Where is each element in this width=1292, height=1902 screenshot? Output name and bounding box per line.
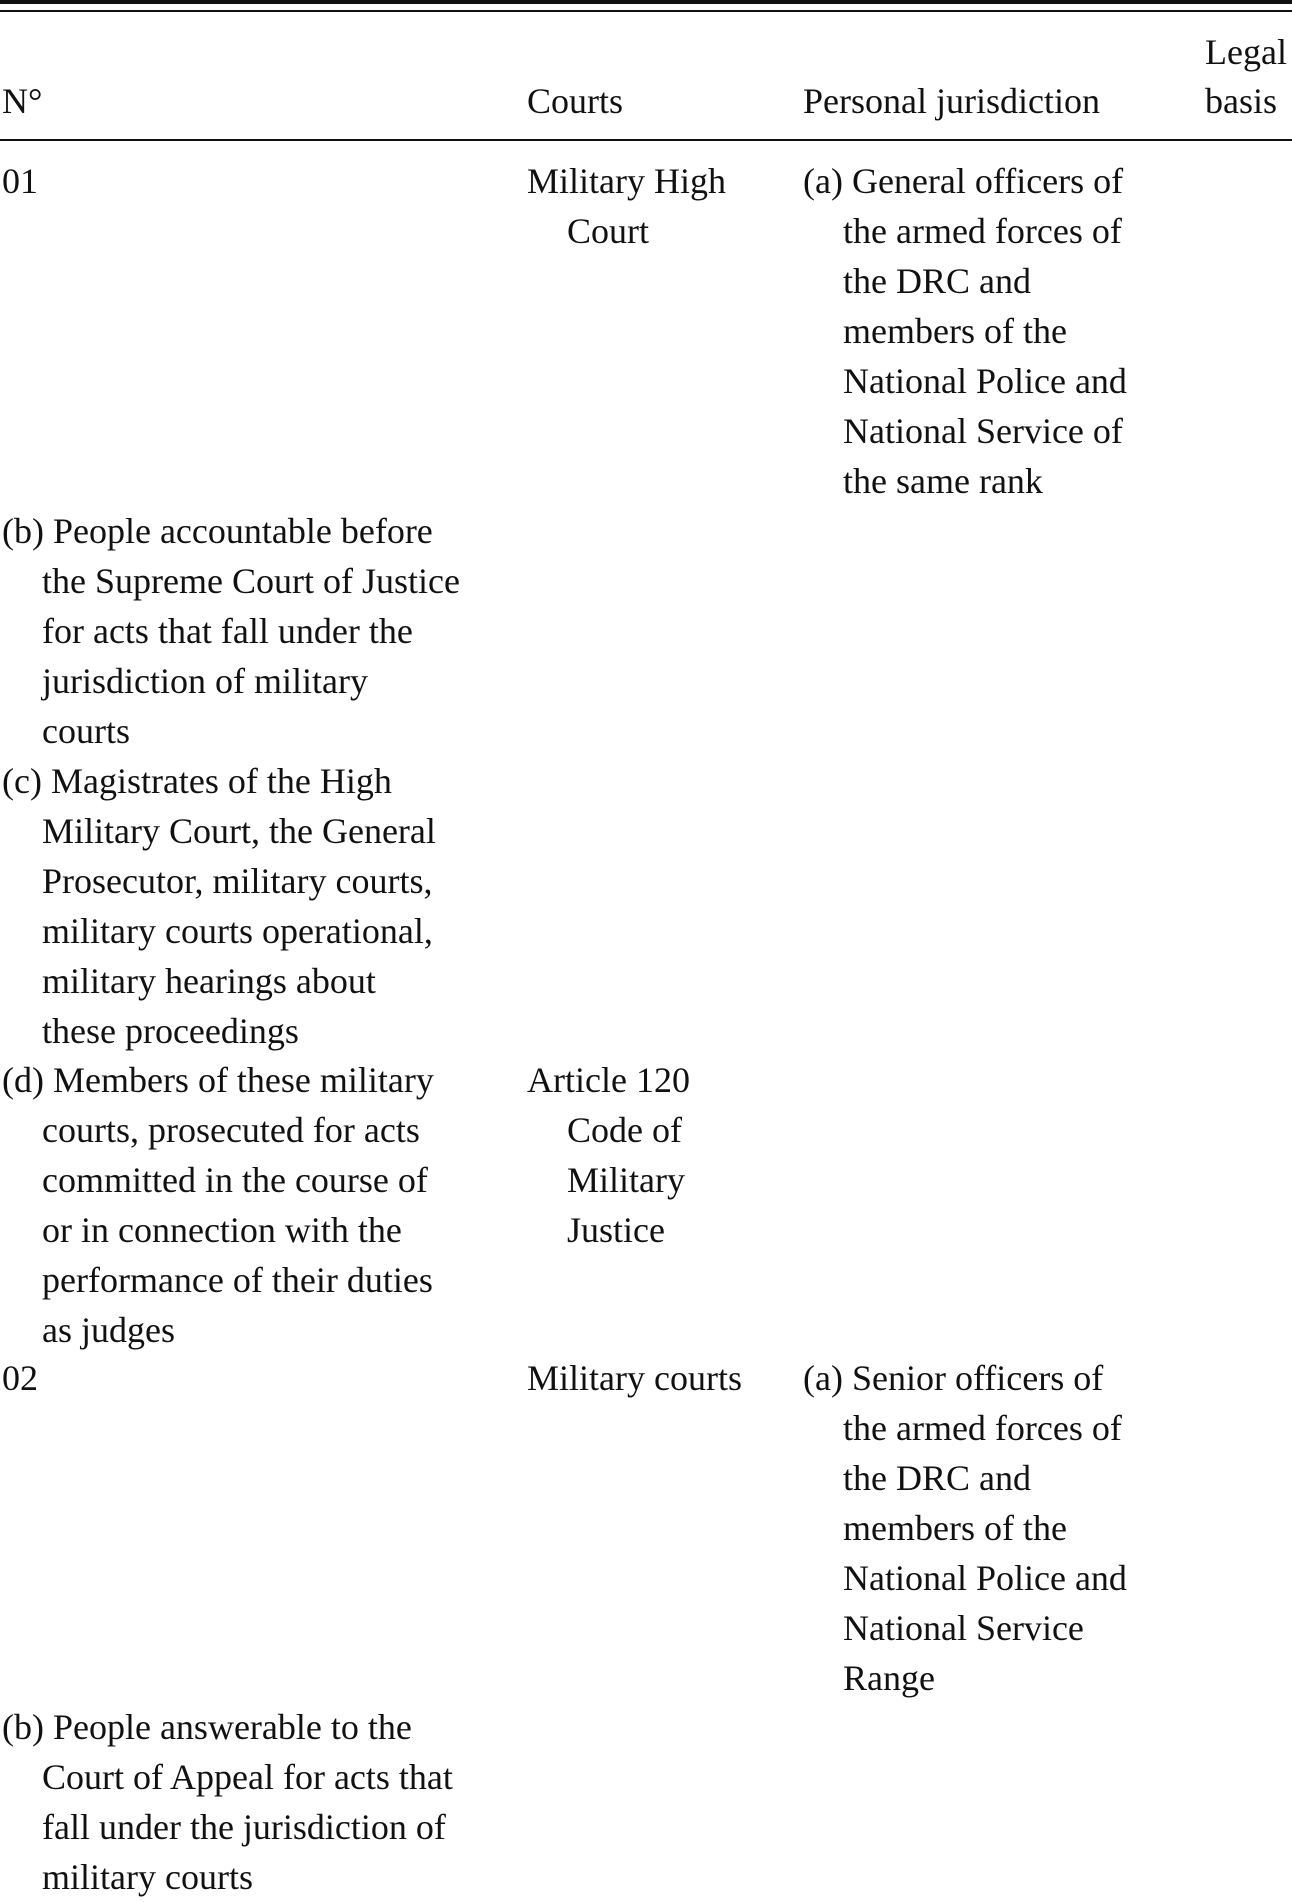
header-number: N° <box>2 81 43 121</box>
text-line: (b) People accountable before <box>2 511 433 551</box>
text-line: committed in the course of <box>42 1160 428 1200</box>
text-line: courts, prosecuted for acts <box>42 1110 420 1150</box>
header-courts: Courts <box>527 81 624 121</box>
text-line: performance of their duties <box>42 1260 433 1300</box>
text-line: Military Court, the General <box>42 811 436 851</box>
jurisdiction-item-d-members <box>2 1055 434 1355</box>
jurisdiction-item-b-court-of-appeal <box>2 1702 453 1902</box>
text-line: (a) General officers of <box>803 161 1124 201</box>
text-line: for acts that fall under the <box>42 611 413 651</box>
row-number-01: 01 <box>2 161 38 201</box>
text-line: National Service of <box>843 411 1123 451</box>
text-line: military hearings about <box>42 961 376 1001</box>
top-rule-thin <box>0 10 1292 12</box>
text-line: Range <box>843 1658 935 1698</box>
text-line: members of the <box>843 311 1067 351</box>
text-line: military courts operational, <box>42 911 433 951</box>
text-line: members of the <box>843 1508 1067 1548</box>
jurisdiction-item-c-magistrates <box>2 756 436 1056</box>
top-rule-thick <box>0 0 1292 4</box>
row-number-02: 02 <box>2 1358 38 1398</box>
court-military-high-court <box>527 156 726 256</box>
jurisdiction-item-b-supreme-court <box>2 506 460 756</box>
text-line: National Service <box>843 1608 1084 1648</box>
header-legal-basis-line1: Legal <box>1205 32 1287 72</box>
text-line: National Police and <box>843 1558 1127 1598</box>
text-line: as judges <box>42 1310 175 1350</box>
text-line: Court of Appeal for acts that <box>42 1757 453 1797</box>
text-line: jurisdiction of military <box>42 661 368 701</box>
court-line: Court <box>567 211 650 251</box>
text-line: (d) Members of these military <box>2 1060 434 1100</box>
text-line: Code of <box>567 1110 682 1150</box>
text-line: or in connection with the <box>42 1210 402 1250</box>
text-line: the armed forces of <box>843 211 1122 251</box>
text-line: the DRC and <box>843 261 1031 301</box>
text-line: (c) Magistrates of the High <box>2 761 392 801</box>
header-personal-jurisdiction: Personal jurisdiction <box>803 81 1100 121</box>
legal-basis-article-120 <box>527 1055 690 1255</box>
text-line: the armed forces of <box>843 1408 1122 1448</box>
court-military-courts: Military courts <box>527 1358 742 1398</box>
text-line: military courts <box>42 1857 253 1897</box>
text-line: Article 120 <box>527 1060 690 1100</box>
text-line: the Supreme Court of Justice <box>42 561 460 601</box>
text-line: these proceedings <box>42 1011 299 1051</box>
header-legal-basis-line2: basis <box>1205 81 1277 121</box>
text-line: courts <box>42 711 130 751</box>
text-line: Military <box>567 1160 685 1200</box>
jurisdiction-item-a-senior-officers <box>803 1353 1127 1703</box>
court-line: Military High <box>527 161 726 201</box>
text-line: Justice <box>567 1210 665 1250</box>
text-line: Prosecutor, military courts, <box>42 861 433 901</box>
jurisdiction-item-a-general-officers <box>803 156 1127 506</box>
text-line: the same rank <box>843 461 1043 501</box>
header-rule <box>0 139 1292 141</box>
text-line: (b) People answerable to the <box>2 1707 412 1747</box>
text-line: (a) Senior officers of <box>803 1358 1104 1398</box>
text-line: National Police and <box>843 361 1127 401</box>
text-line: the DRC and <box>843 1458 1031 1498</box>
text-line: fall under the jurisdiction of <box>42 1807 446 1847</box>
